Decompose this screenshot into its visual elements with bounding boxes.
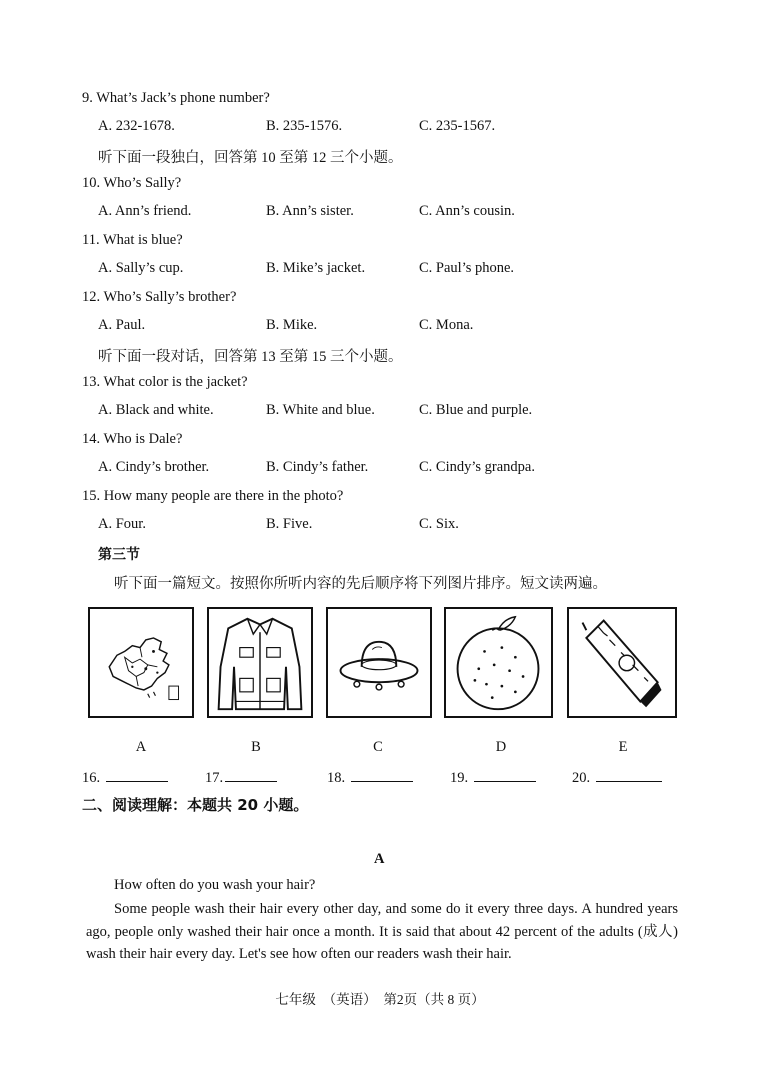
jacket-icon <box>209 609 311 716</box>
q13-option-a: A. Black and white. <box>98 402 214 418</box>
picture-d <box>444 607 553 718</box>
ruler-icon <box>569 609 675 716</box>
answer-blank-18[interactable]: 18. <box>327 767 413 787</box>
orange-icon <box>446 609 551 716</box>
q12-option-b: B. Mike. <box>266 317 318 333</box>
instruction-10-12: 听下面一段独白，回答第 10 至第 12 三个小题。 <box>98 150 403 166</box>
instruction-13-15: 听下面一段对话，回答第 13 至第 15 三个小题。 <box>98 349 403 365</box>
q9-option-c: C. 235-1567. <box>419 118 496 134</box>
q13-option-b: B. White and blue. <box>266 402 375 418</box>
passage-label: A <box>374 851 385 867</box>
q11-option-a: A. Sally’s cup. <box>98 260 184 276</box>
picture-b <box>207 607 313 718</box>
q13-option-c: C. Blue and purple. <box>419 402 533 418</box>
q10-option-a: A. Ann’s friend. <box>98 203 192 219</box>
section-3-title: 第三节 <box>98 547 140 563</box>
page-footer: 七年级 （英语） 第2页（共 8 页） <box>275 992 485 1007</box>
picture-label-a: A <box>135 739 147 755</box>
question-13: 13. What color is the jacket? <box>82 374 248 390</box>
q12-option-c: C. Mona. <box>419 317 474 333</box>
q15-option-b: B. Five. <box>266 516 313 532</box>
picture-label-e: E <box>618 739 628 755</box>
q14-option-b: B. Cindy’s father. <box>266 459 369 475</box>
picture-e <box>567 607 677 718</box>
q10-option-b: B. Ann’s sister. <box>266 203 354 219</box>
q11-option-b: B. Mike’s jacket. <box>266 260 366 276</box>
answer-blank-17[interactable]: 17. <box>205 767 277 787</box>
question-14: 14. Who is Dale? <box>82 431 183 447</box>
ufo-icon <box>328 609 430 716</box>
q15-option-a: A. Four. <box>98 516 146 532</box>
q12-option-a: A. Paul. <box>98 317 146 333</box>
q15-option-c: C. Six. <box>419 516 459 532</box>
answer-blank-19[interactable]: 19. <box>450 767 536 787</box>
q14-option-c: C. Cindy’s grandpa. <box>419 459 535 475</box>
question-10: 10. Who’s Sally? <box>82 175 182 191</box>
q9-option-a: A. 232-1678. <box>98 118 175 134</box>
q9-option-b: B. 235-1576. <box>266 118 343 134</box>
answer-blank-16[interactable]: 16. <box>82 767 168 787</box>
picture-a <box>88 607 194 718</box>
picture-label-b: B <box>251 739 261 755</box>
picture-c <box>326 607 432 718</box>
q14-option-a: A. Cindy’s brother. <box>98 459 210 475</box>
q11-option-c: C. Paul’s phone. <box>419 260 515 276</box>
question-15: 15. How many people are there in the photo? <box>82 488 344 504</box>
picture-label-c: C <box>373 739 383 755</box>
section-3-instruction: 听下面一篇短文。按照你所听内容的先后顺序将下列图片排序。短文读两遍。 <box>114 576 607 592</box>
question-9: 9. What’s Jack’s phone number? <box>82 90 270 106</box>
picture-label-d: D <box>495 739 507 755</box>
reading-heading: 二、阅读理解：本题共 20 小题。 <box>82 796 309 814</box>
passage-line-1: How often do you wash your hair? <box>114 877 316 893</box>
china-map-icon <box>90 609 192 716</box>
question-11: 11. What is blue? <box>82 232 183 248</box>
passage-paragraph: Some people wash their hair every other day, and some do it every three days. A hundred years ago, people only washed their hair once a month. It is said that about 42 percent of the adults (成人) wash their hair every day. Let's see how often our readers wash their hair. <box>86 901 678 962</box>
question-12: 12. Who’s Sally’s brother? <box>82 289 237 305</box>
answer-blank-20[interactable]: 20. <box>572 767 662 787</box>
q10-option-c: C. Ann’s cousin. <box>419 203 515 219</box>
